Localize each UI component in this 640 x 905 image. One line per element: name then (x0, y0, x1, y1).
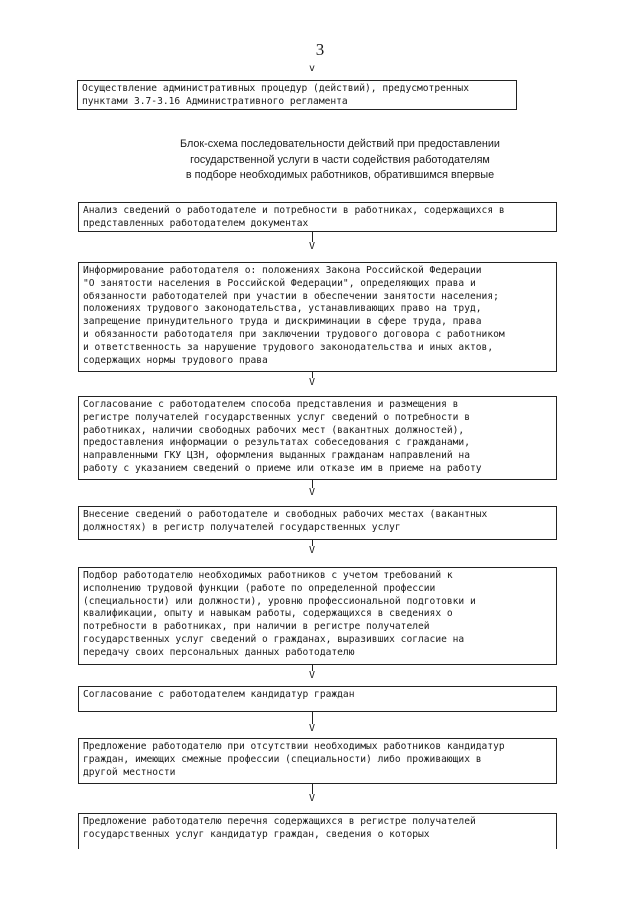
flow-arrow: V (308, 487, 316, 498)
step-box-selection-of-workers: Подбор работодателю необходимых работников с учетом требований к исполнению трудовой функции (работе по определенной профессии (специальности) или должности), уровню профессиональной подготовки и квалификации, опыту и навыкам работы, содержащихся в сведениях о потребности в работниках, при наличии в регистре получателей государственных услуг сведений о гражданах, выразивших согласие на передачу своих персональных данных работодателю (78, 567, 557, 665)
flow-arrow: V (308, 241, 316, 252)
flow-arrow: V (308, 670, 316, 681)
step-box-administrative-procedures: Осуществление административных процедур (действий), предусмотренных пунктами 3.7-3.16 Административного регламента (77, 80, 517, 110)
step-box-agreement-on-method: Согласование с работодателем способа представления и размещения в регистре получателей государственных услуг сведений о потребности в работниках, наличии свободных рабочих мест (вакантных должностей), предоставления информации о результатах собеседования с гражданами, направленными ГКУ ЦЗН, оформления выданных гражданам направлений на работу с указанием сведений о приеме или отказе им в приеме на работу (78, 396, 557, 480)
flow-arrow: v (308, 63, 316, 74)
flowchart-title: Блок-схема последовательности действий при предоставлении государственной услуги в части содействия работодателям в подборе необходимых работников, обратившимся впервые (180, 138, 500, 181)
step-box-candidate-agreement: Согласование с работодателем кандидатур граждан (78, 686, 557, 712)
flow-arrow: V (308, 723, 316, 734)
step-box-related-professions: Предложение работодателю при отсутствии необходимых работников кандидатур граждан, имеющих смежные профессии (специальности) либо проживающих в другой местности (78, 738, 557, 784)
step-box-analysis: Анализ сведений о работодателе и потребности в работниках, содержащихся в представленных работодателем документах (78, 202, 557, 232)
flow-arrow: V (308, 793, 316, 804)
page-number: 3 (315, 40, 325, 59)
flow-arrow: V (308, 377, 316, 388)
flow-arrow: V (308, 545, 316, 556)
step-box-candidate-list: Предложение работодателю перечня содержащихся в регистре получателей государственных услуг кандидатур граждан, сведения о которых (78, 813, 557, 849)
step-box-informing-employer: Информирование работодателя о: положениях Закона Российской Федерации "О занятости населения в Российской Федерации", определяющих права и обязанности работодателей при участии в обеспечении занятости населения; положениях трудового законодательства, устанавливающих право на труд, запрещение принудительного труда и дискриминации в сфере труда, права и обязанности работодателя при заключении трудового договора с работником и ответственность за нарушение трудового законодательства и иных актов, содержащих нормы трудового права (78, 262, 557, 372)
step-box-entering-data: Внесение сведений о работодателе и свободных рабочих местах (вакантных должностях) в регистр получателей государственных услуг (78, 506, 557, 540)
